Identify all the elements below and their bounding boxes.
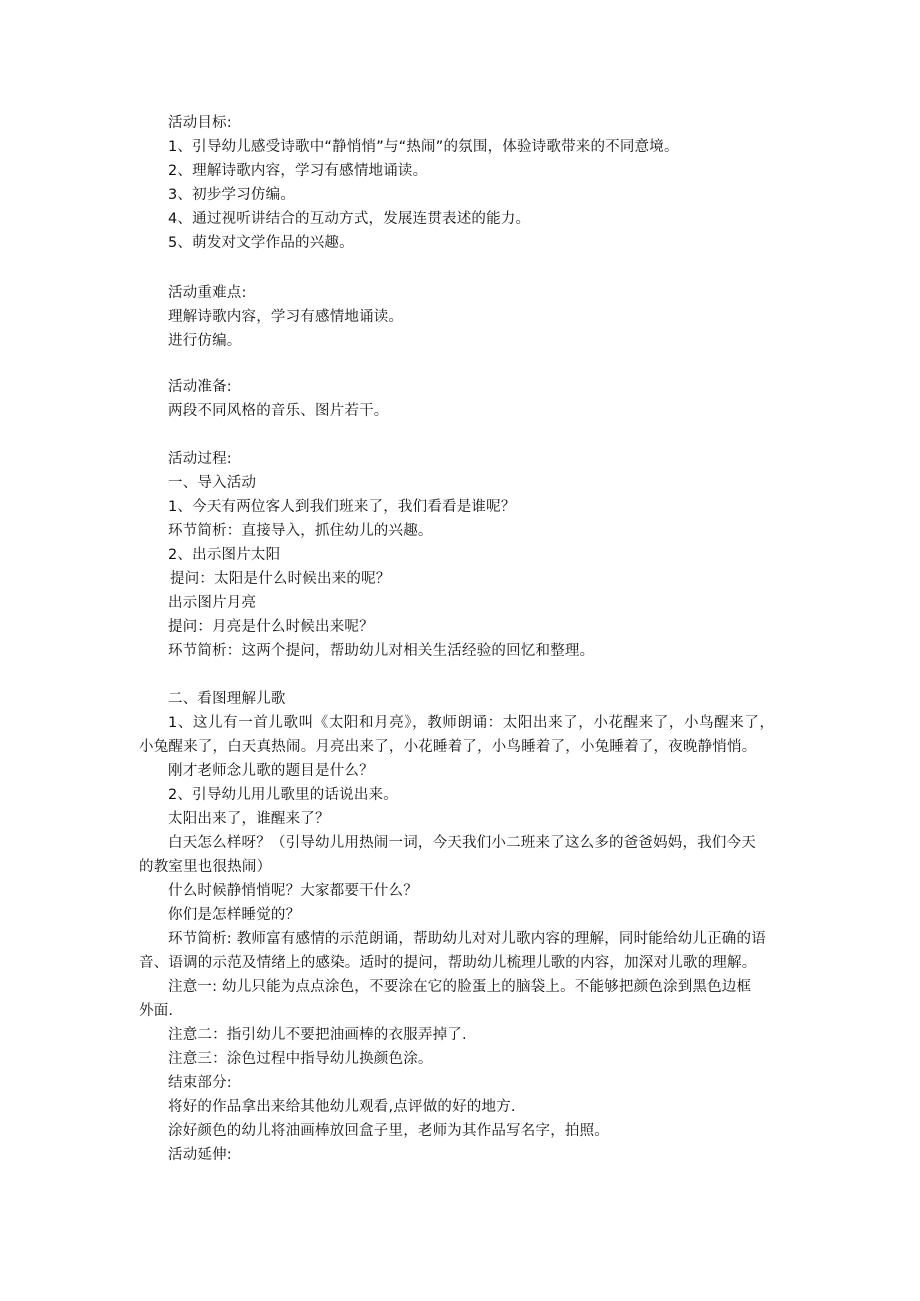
process-step-heading: 二、看图理解儿歌 — [168, 691, 286, 707]
note-one-continued: 外面. — [139, 1003, 174, 1019]
note-two: 注意二：指引幼儿不要把油画棒的衣服弄掉了. — [168, 1027, 467, 1043]
ending-line: 将好的作品拿出来给其他幼儿观看,点评做的好的地方. — [168, 1099, 516, 1115]
process-question: 刚才老师念儿歌的题目是什么？ — [168, 763, 374, 779]
section-heading-key-points: 活动重难点: — [168, 285, 247, 301]
process-line: 小兔醒来了，白天真热闹。月亮出来了，小花睡着了，小鸟睡着了，小兔睡着了，夜晚静悄悄。 — [139, 739, 757, 755]
process-line: 的教室里也很热闹） — [139, 859, 272, 875]
process-question: 什么时候静悄悄呢？大家都要干什么？ — [168, 883, 418, 899]
goal-item-3: 3、初步学习仿编。 — [168, 187, 296, 203]
process-line: 1、今天有两位客人到我们班来了，我们看看是谁呢？ — [168, 499, 516, 515]
process-analysis: 环节简析：这两个提问，帮助幼儿对相关生活经验的回忆和整理。 — [168, 643, 595, 659]
section-heading-goals: 活动目标: — [168, 115, 232, 131]
process-analysis-continued: 音、语调的示范及情绪上的感染。适时的提问，帮助幼儿梳理儿歌的内容，加深对儿歌的理解。 — [139, 955, 757, 971]
ending-line: 涂好颜色的幼儿将油画棒放回盒子里，老师为其作品写名字，拍照。 — [168, 1123, 609, 1139]
key-point-2: 进行仿编。 — [168, 333, 242, 349]
key-point-1: 理解诗歌内容，学习有感情地诵读。 — [168, 309, 404, 325]
goal-item-4: 4、通过视听讲结合的互动方式，发展连贯表述的能力。 — [168, 211, 531, 227]
process-line: 2、引导幼儿用儿歌里的话说出来。 — [168, 787, 398, 803]
process-question: 太阳出来了，谁醒来了？ — [168, 811, 330, 827]
process-line: 出示图片月亮 — [168, 595, 257, 611]
process-step-intro: 一、导入活动 — [168, 475, 257, 491]
process-question: 提问：月亮是什么时候出来呢？ — [168, 619, 374, 635]
section-heading-extension: 活动延伸: — [168, 1147, 232, 1163]
process-line: 白天怎么样呀？（引导幼儿用热闹一词，今天我们小二班来了这么多的爸爸妈妈，我们今天 — [168, 835, 756, 851]
process-analysis: 环节简析：直接导入，抓住幼儿的兴趣。 — [168, 523, 433, 539]
process-line: 2、出示图片太阳 — [168, 547, 281, 563]
process-analysis: 环节简析: 教师富有感情的示范朗诵，帮助幼儿对对儿歌内容的理解，同时能给幼儿正确的语 — [168, 931, 766, 947]
goal-item-5: 5、萌发对文学作品的兴趣。 — [168, 235, 354, 251]
note-three: 注意三：涂色过程中指导幼儿换颜色涂。 — [168, 1051, 433, 1067]
section-heading-process: 活动过程: — [168, 451, 232, 467]
goal-item-2: 2、理解诗歌内容，学习有感情地诵读。 — [168, 163, 428, 179]
section-heading-ending: 结束部分: — [168, 1075, 232, 1091]
process-question: 提问：太阳是什么时候出来的呢？ — [170, 571, 391, 587]
process-question: 你们是怎样睡觉的？ — [168, 907, 301, 923]
preparation-text: 两段不同风格的音乐、图片若干。 — [168, 403, 389, 419]
goal-item-1: 1、引导幼儿感受诗歌中“静悄悄”与“热闹”的氛围，体验诗歌带来的不同意境。 — [168, 139, 679, 155]
section-heading-preparation: 活动准备: — [168, 379, 232, 395]
note-one: 注意一: 幼儿只能为点点涂色，不要涂在它的脸蛋上的脑袋上。不能够把颜色涂到黑色边框 — [168, 979, 752, 995]
process-line: 1、这儿有一首儿歌叫《太阳和月亮》，教师朗诵：太阳出来了，小花醒来了，小鸟醒来了， — [168, 715, 775, 731]
